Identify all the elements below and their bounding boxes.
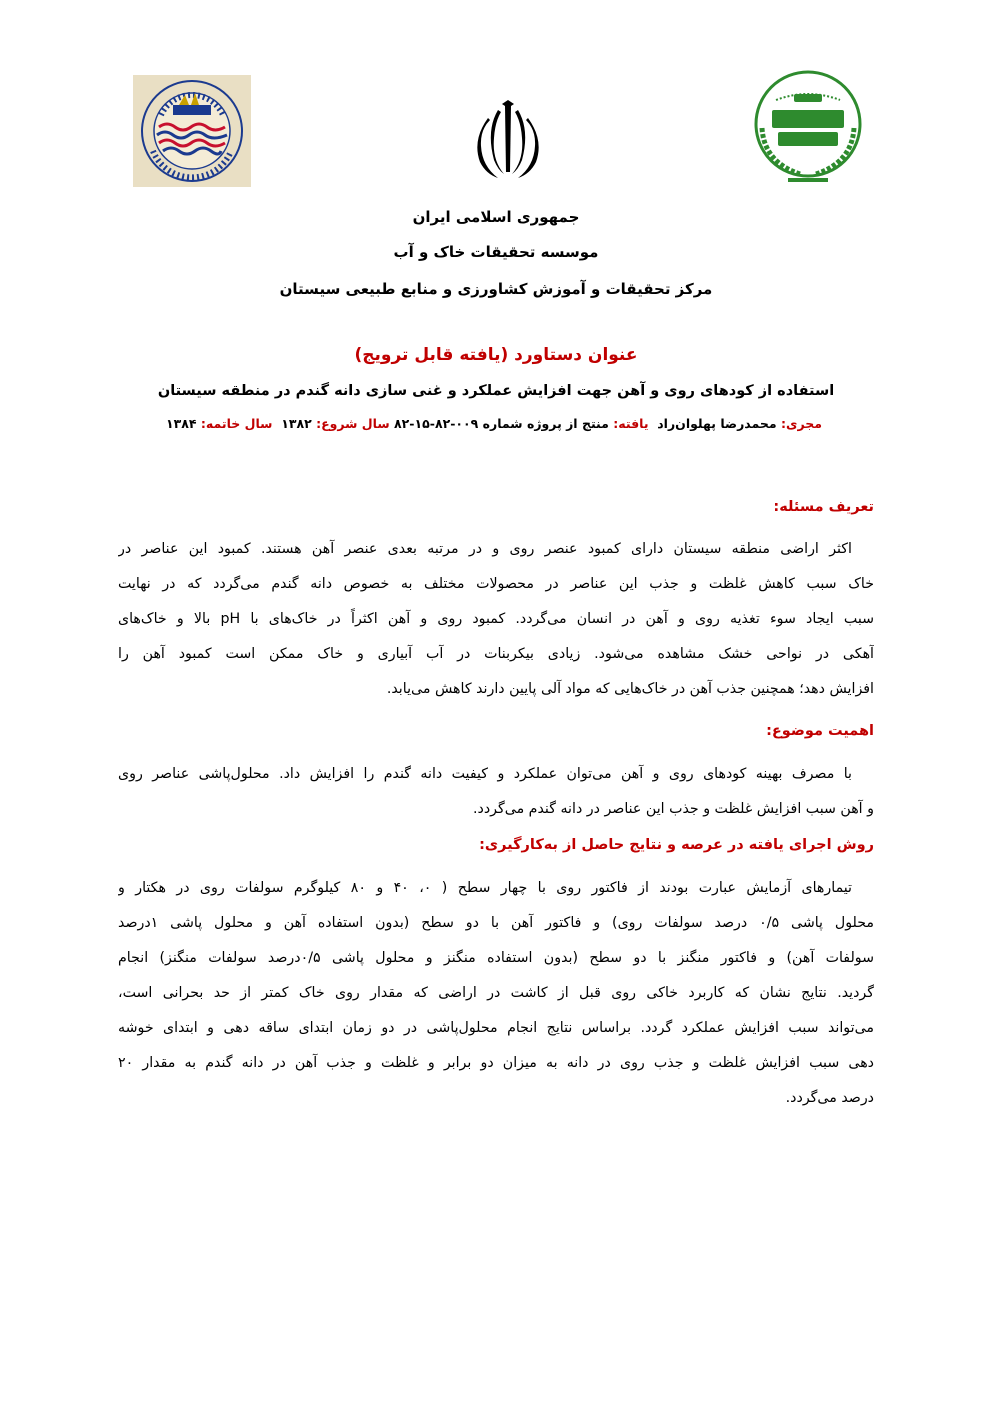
method-paragraph bbox=[118, 871, 874, 1116]
iran-emblem-icon bbox=[468, 100, 548, 180]
importance-line: با مصرف بهینه کودهای روی و آهن می‌توان عملکرد و کیفیت دانه گندم را افزایش داد. محلول‌پاشی عناصر روی bbox=[118, 766, 852, 782]
swri-logo-icon bbox=[133, 75, 251, 187]
start-year-label: سال شروع: bbox=[316, 416, 390, 431]
end-year-value: ۱۳۸۴ bbox=[166, 416, 197, 431]
document-title: عنوان دستاورد (یافته قابل ترویج) bbox=[354, 345, 638, 365]
finding-value: منتج از پروژه شماره ۰۰۹-۸۲-۱۵-۸۲ bbox=[394, 416, 609, 431]
method-line: دهی سبب افزایش غلظت و جذب روی در دانه به میزان دو برابر و غلظت و جذب آهن در دانه گندم به مقدار ۲۰ bbox=[118, 1055, 874, 1071]
executor-value: محمدرضا پهلوان‌راد bbox=[657, 416, 777, 431]
finding-label: یافته: bbox=[613, 416, 649, 431]
jihad-logo-icon bbox=[748, 66, 868, 186]
problem-line: آهکی در نواحی خشک مشاهده می‌شود. زیادی بیکربنات در آب آبیاری و خاک ممکن است کمبود آهن را bbox=[118, 646, 874, 662]
problem-line: اکثر اراضی منطقه سیستان دارای کمبود عنصر روی و در مرتبه بعدی عنصر آهن هستند. کمبود این عناصر در bbox=[118, 541, 852, 557]
problem-line: خاک سبب کاهش غلظت و جذب این عناصر در محصولات مختلف به خصوص دانه گندم می‌گردد که در نهایت bbox=[118, 576, 874, 592]
importance-line: و آهن سبب افزایش غلظت و جذب این عناصر در دانه گندم می‌گردد. bbox=[473, 801, 874, 817]
importance-heading: اهمیت موضوع: bbox=[766, 723, 874, 739]
method-heading: روش اجرای یافته در عرصه و نتایج حاصل از به‌کارگیری: bbox=[479, 837, 874, 853]
method-line: گردید. نتایج نشان که کاربرد خاکی روی قبل از کاشت در اراضی که مقدار روی خاک کمتر از حد بحرانی است، bbox=[118, 985, 874, 1001]
problem-line: افزایش دهد؛ همچنین جذب آهن در خاک‌هایی که مواد آلی پایین دارند کاهش می‌یابد. bbox=[386, 681, 874, 697]
header-country: جمهوری اسلامی ایران bbox=[412, 208, 580, 226]
start-year-value: ۱۳۸۲ bbox=[281, 416, 312, 431]
method-line: می‌تواند سبب افزایش عملکرد گردد. براساس نتایج انجام محلول‌پاشی در دو زمان ابتدای ساقه دهی و ابتدای خوشه bbox=[118, 1020, 874, 1036]
meta-line bbox=[166, 416, 822, 431]
problem-line: سبب ایجاد سوء تغذیه روی و آهن در انسان می‌گردد. کمبود روی و آهن اکثراً در خاک‌های با pH بالا و خاک‌های bbox=[118, 611, 874, 627]
executor-label: مجری: bbox=[781, 416, 822, 431]
method-line: تیمارهای آزمایش عبارت بودند از فاکتور روی با چهار سطح ( ۰، ۴۰ و ۸۰ کیلوگرم سولفات روی در هکتار و bbox=[118, 880, 853, 896]
problem-paragraph bbox=[118, 532, 874, 707]
end-year-label: سال خاتمه: bbox=[200, 416, 273, 431]
method-line: درصد می‌گردد. bbox=[785, 1090, 874, 1106]
document-subtitle: استفاده از کودهای روی و آهن جهت افزایش عملکرد و غنی سازی دانه گندم در منطقه سیستان bbox=[157, 383, 835, 399]
method-line: سولفات آهن) و فاکتور منگنز با دو سطح (بدون استفاده منگنز و محلول پاشی ۰/۵درصد سولفات منگنز) انجام bbox=[118, 950, 874, 966]
iran-emblem bbox=[468, 100, 548, 180]
header-institute: موسسه تحقیقات خاک و آب bbox=[393, 243, 599, 261]
problem-heading: تعریف مسئله: bbox=[773, 499, 874, 515]
jihad-keshavarzi-logo bbox=[748, 66, 868, 186]
method-line: محلول پاشی ۰/۵ درصد سولفات روی) و فاکتور آهن با دو سطح (بدون استفاده آهن و محلول پاشی ۱درصد bbox=[118, 915, 874, 931]
importance-paragraph bbox=[118, 757, 874, 827]
swri-logo bbox=[133, 75, 251, 187]
header-center: مرکز تحقیقات و آموزش کشاورزی و منابع طبیعی سیستان bbox=[279, 280, 713, 298]
